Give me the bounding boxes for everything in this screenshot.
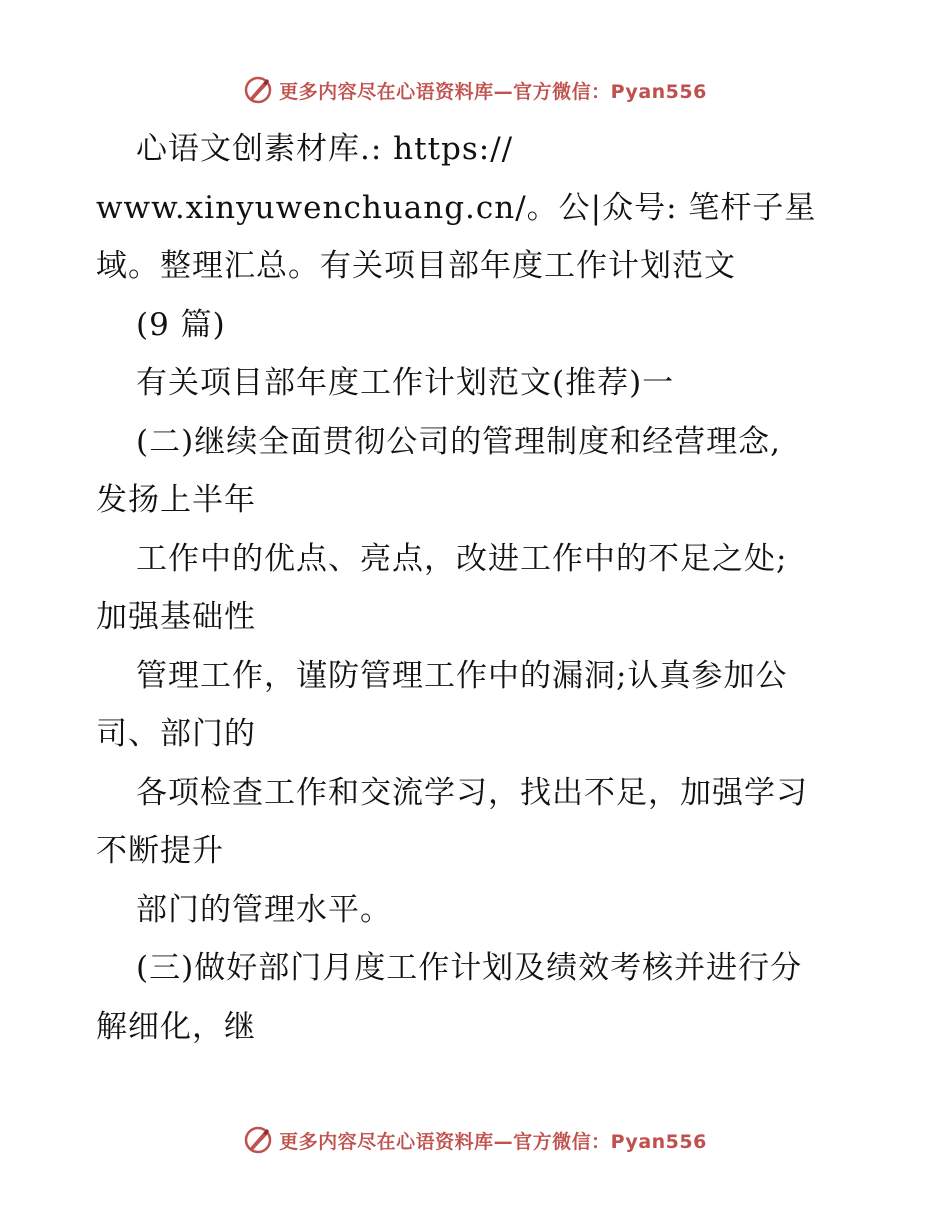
text-line: 各项检查工作和交流学习，找出不足，加强学习 <box>136 774 808 811</box>
banner-text: 更多内容尽在心语资料库—官方微信：Pyan556 <box>279 1130 707 1153</box>
text-line: (9 篇) <box>136 306 226 343</box>
text-line: 不断提升 <box>96 833 224 869</box>
banner-text: 更多内容尽在心语资料库—官方微信：Pyan556 <box>279 80 707 103</box>
text-line: 有关项目部年度工作计划范文(推荐)一 <box>136 365 675 401</box>
text-line: 管理工作，谨防管理工作中的漏洞;认真参加公 <box>136 657 788 694</box>
text-line: 工作中的优点、亮点，改进工作中的不足之处; <box>136 540 788 577</box>
header-banner <box>0 70 950 110</box>
pen-quill-logo-icon <box>243 75 273 105</box>
document-body <box>96 120 856 1056</box>
text-line: 心语文创素材库.: https:// <box>136 131 514 167</box>
text-line: 加强基础性 <box>96 599 256 635</box>
text-line: 域。整理汇总。有关项目部年度工作计划范文 <box>96 248 736 284</box>
text-line: www.xinyuwenchuang.cn/。公|众号: 笔杆子星 <box>96 189 817 226</box>
pen-quill-logo-icon <box>243 1125 273 1155</box>
text-line: 部门的管理水平。 <box>136 891 392 928</box>
text-line: (二)继续全面贯彻公司的管理制度和经营理念, <box>136 423 782 460</box>
footer-banner <box>0 1120 950 1160</box>
text-line: (三)做好部门月度工作计划及绩效考核并进行分 <box>136 950 803 986</box>
text-line: 发扬上半年 <box>96 482 256 518</box>
text-line: 司、部门的 <box>96 716 256 752</box>
text-line: 解细化，继 <box>96 1008 256 1045</box>
